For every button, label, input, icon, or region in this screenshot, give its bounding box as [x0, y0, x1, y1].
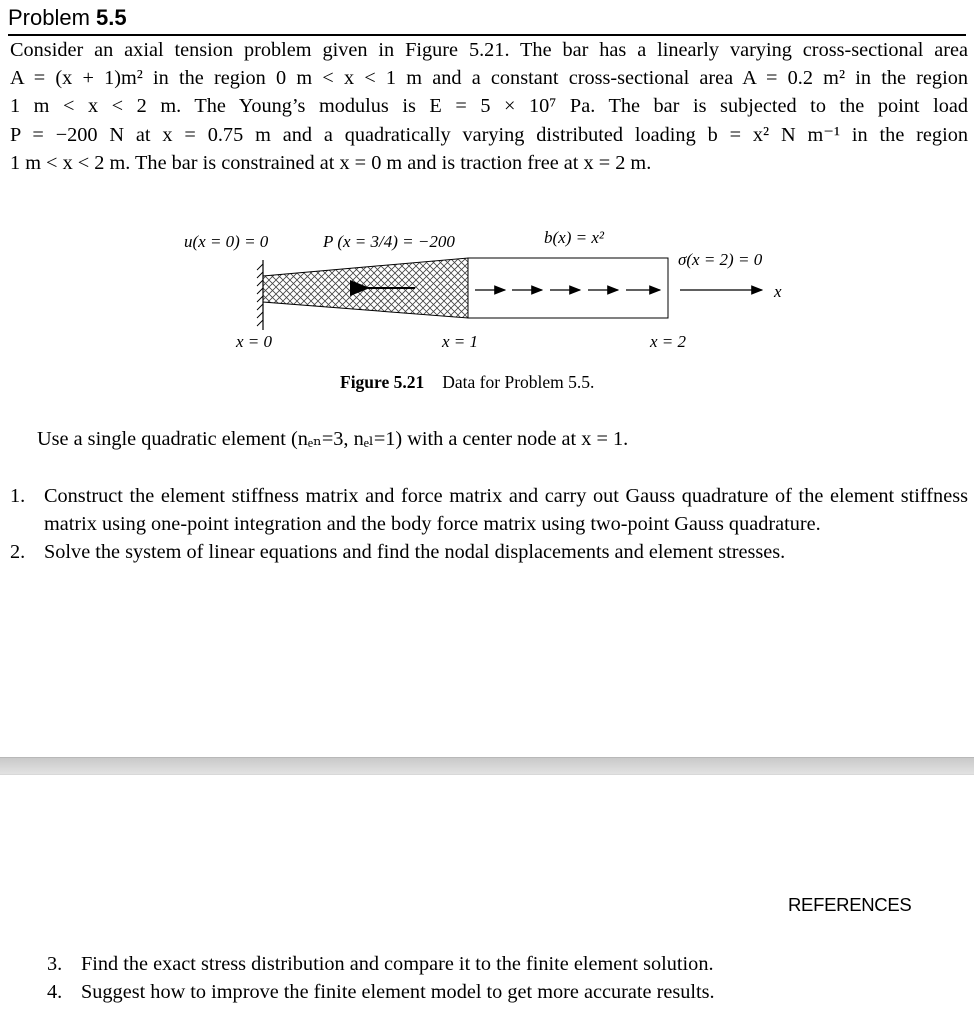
figure-caption — [340, 372, 594, 393]
list-item — [10, 538, 968, 566]
item-number: 2. — [10, 541, 26, 564]
tick-x0: x = 0 — [236, 332, 273, 351]
statement-line: A = (x + 1)m² in the region 0 m < x < 1 m and a constant cross-sectional area A = 0.2 m² in the region — [10, 67, 968, 90]
statement-line: P = −200 N at x = 0.75 m and a quadratically varying distributed loading b = x² N m⁻¹ in the region — [10, 123, 968, 146]
task-list — [10, 482, 968, 567]
list-item — [10, 482, 968, 538]
page-divider — [0, 757, 974, 775]
point-load-label: P (x = 3/4) = −200 — [323, 232, 455, 251]
item-number: 3. — [47, 953, 63, 975]
problem-statement — [10, 36, 968, 177]
bc-right-label: σ(x = 2) = 0 — [678, 250, 763, 269]
problem-title — [8, 4, 127, 32]
caption-label: Figure 5.21 — [340, 372, 425, 392]
item-number: 4. — [47, 981, 63, 1004]
item-text: Suggest how to improve the finite element model to get more accurate results. — [81, 981, 715, 1004]
wall-support — [257, 260, 263, 330]
item-text: Solve the system of linear equations and find the nodal displacements and element stresses. — [44, 541, 786, 564]
item-text: Construct the element stiffness matrix and force matrix and carry out Gauss quadrature of the element stiffness matrix using one-point integration and the body force matrix using two-point Gauss quadrature. — [44, 485, 968, 536]
uniform-section — [468, 258, 668, 318]
statement-line: 1 m < x < 2 m. The bar is constrained at x = 0 m and is traction free at x = 2 m. — [10, 151, 652, 174]
item-text: Find the exact stress distribution and compare it to the finite element solution. — [81, 953, 714, 975]
list-item — [47, 950, 847, 978]
tick-x2: x = 2 — [650, 332, 687, 351]
list-item — [47, 978, 847, 1006]
x-axis-label: x — [774, 282, 782, 301]
bc-left-label: u(x = 0) = 0 — [184, 232, 269, 251]
tapered-section — [263, 258, 468, 318]
intro-text: Use a single quadratic element (nₑₙ=3, nₑₗ=1) with a center node at x = 1. — [37, 428, 629, 450]
item-number: 1. — [10, 485, 26, 507]
statement-line: 1 m < x < 2 m. The Young’s modulus is E = 5 × 10⁷ Pa. The bar is subjected to the point load — [10, 95, 968, 118]
caption-text: Data for Problem 5.5. — [442, 372, 595, 392]
problem-number: 5.5 — [96, 5, 127, 30]
problem-label: Problem — [8, 5, 90, 30]
figure-5-21 — [150, 210, 800, 360]
statement-line: Consider an axial tension problem given in Figure 5.21. The bar has a linearly varying cross-sectional area — [10, 39, 968, 61]
tick-x1: x = 1 — [442, 332, 479, 351]
references-heading: REFERENCES — [788, 894, 912, 915]
task-list-continued — [47, 950, 847, 1006]
distributed-load-label: b(x) = x² — [544, 228, 604, 247]
